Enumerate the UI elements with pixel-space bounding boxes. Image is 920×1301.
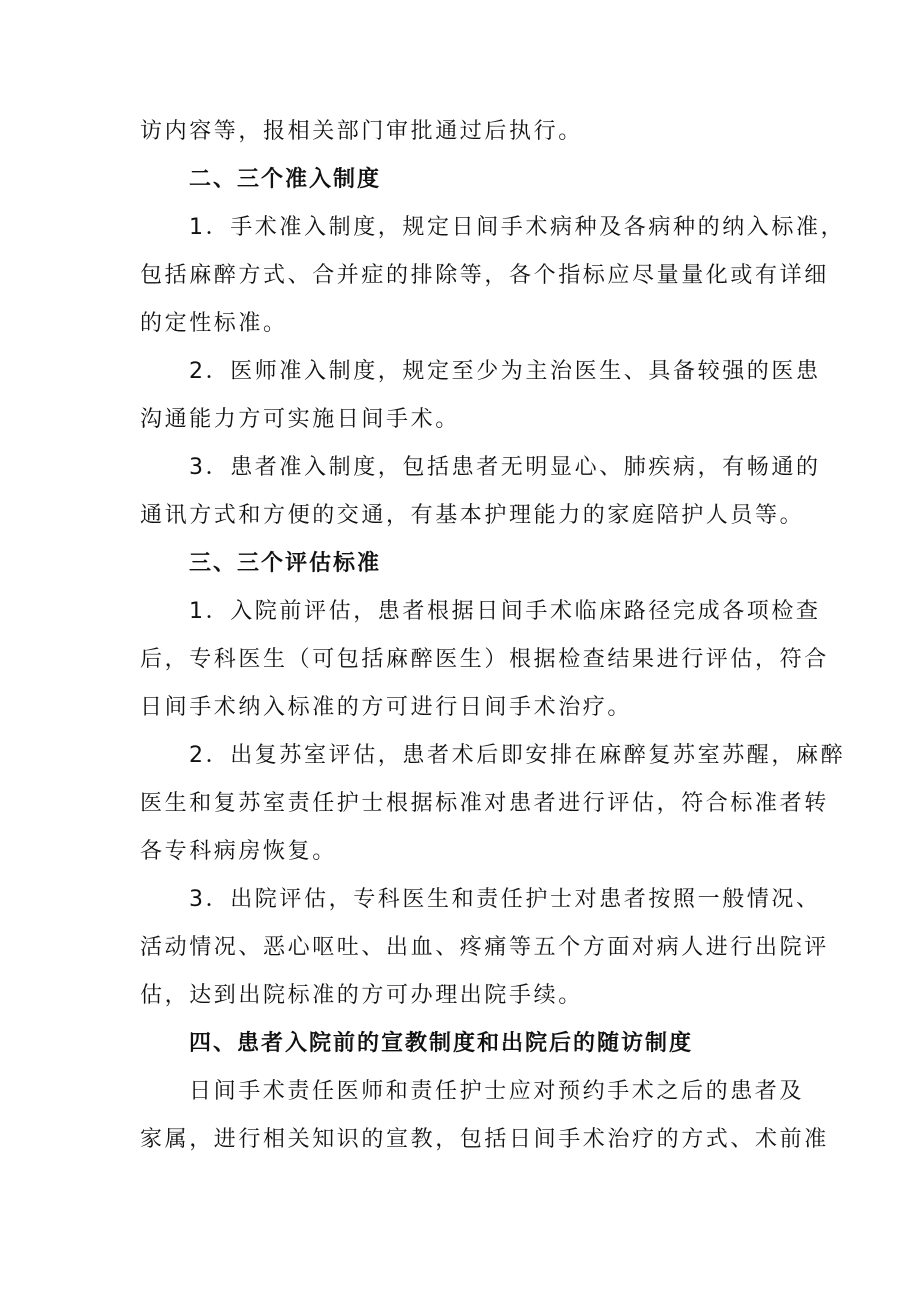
text-line: 1．手术准入制度，规定日间手术病种及各病种的纳入标准， bbox=[189, 215, 846, 240]
text-line: 包括麻醉方式、合并症的排除等，各个指标应尽量量化或有详细 bbox=[140, 263, 829, 288]
text-line: 日间手术责任医师和责任护士应对预约手术之后的患者及 bbox=[189, 1079, 805, 1104]
text-line: 后，专科医生（可包括麻醉医生）根据检查结果进行评估，符合 bbox=[140, 647, 829, 672]
text-line: 日间手术纳入标准的方可进行日间手术治疗。 bbox=[140, 695, 633, 720]
section-heading-admission: 二、三个准入制度 bbox=[189, 167, 382, 192]
text-line: 2．医师准入制度，规定至少为主治医生、具备较强的医患 bbox=[189, 359, 821, 384]
text-line: 访内容等，报相关部门审批通过后执行。 bbox=[140, 119, 583, 144]
section-heading-education-followup: 四、患者入院前的宣教制度和出院后的随访制度 bbox=[189, 1031, 694, 1056]
text-line: 沟通能力方可实施日间手术。 bbox=[140, 407, 460, 432]
text-line: 2．出复苏室评估，患者术后即安排在麻醉复苏室苏醒，麻醉 bbox=[189, 743, 846, 768]
text-line: 的定性标准。 bbox=[140, 311, 288, 336]
document-body bbox=[140, 108, 846, 1164]
text-line: 各专科病房恢复。 bbox=[140, 839, 337, 864]
text-line: 3．患者准入制度，包括患者无明显心、肺疾病，有畅通的 bbox=[189, 455, 821, 480]
text-line: 医生和复苏室责任护士根据标准对患者进行评估，符合标准者转 bbox=[140, 791, 829, 816]
text-line: 家属，进行相关知识的宣教，包括日间手术治疗的方式、术前准 bbox=[140, 1127, 829, 1152]
section-heading-assessment: 三、三个评估标准 bbox=[189, 551, 382, 576]
text-line: 活动情况、恶心呕吐、出血、疼痛等五个方面对病人进行出院评 bbox=[140, 935, 829, 960]
text-line: 1．入院前评估，患者根据日间手术临床路径完成各项检查 bbox=[189, 599, 821, 624]
text-line: 3．出院评估，专科医生和责任护士对患者按照一般情况、 bbox=[189, 887, 821, 912]
text-line: 通讯方式和方便的交通，有基本护理能力的家庭陪护人员等。 bbox=[140, 503, 805, 528]
text-line: 估，达到出院标准的方可办理出院手续。 bbox=[140, 983, 583, 1008]
